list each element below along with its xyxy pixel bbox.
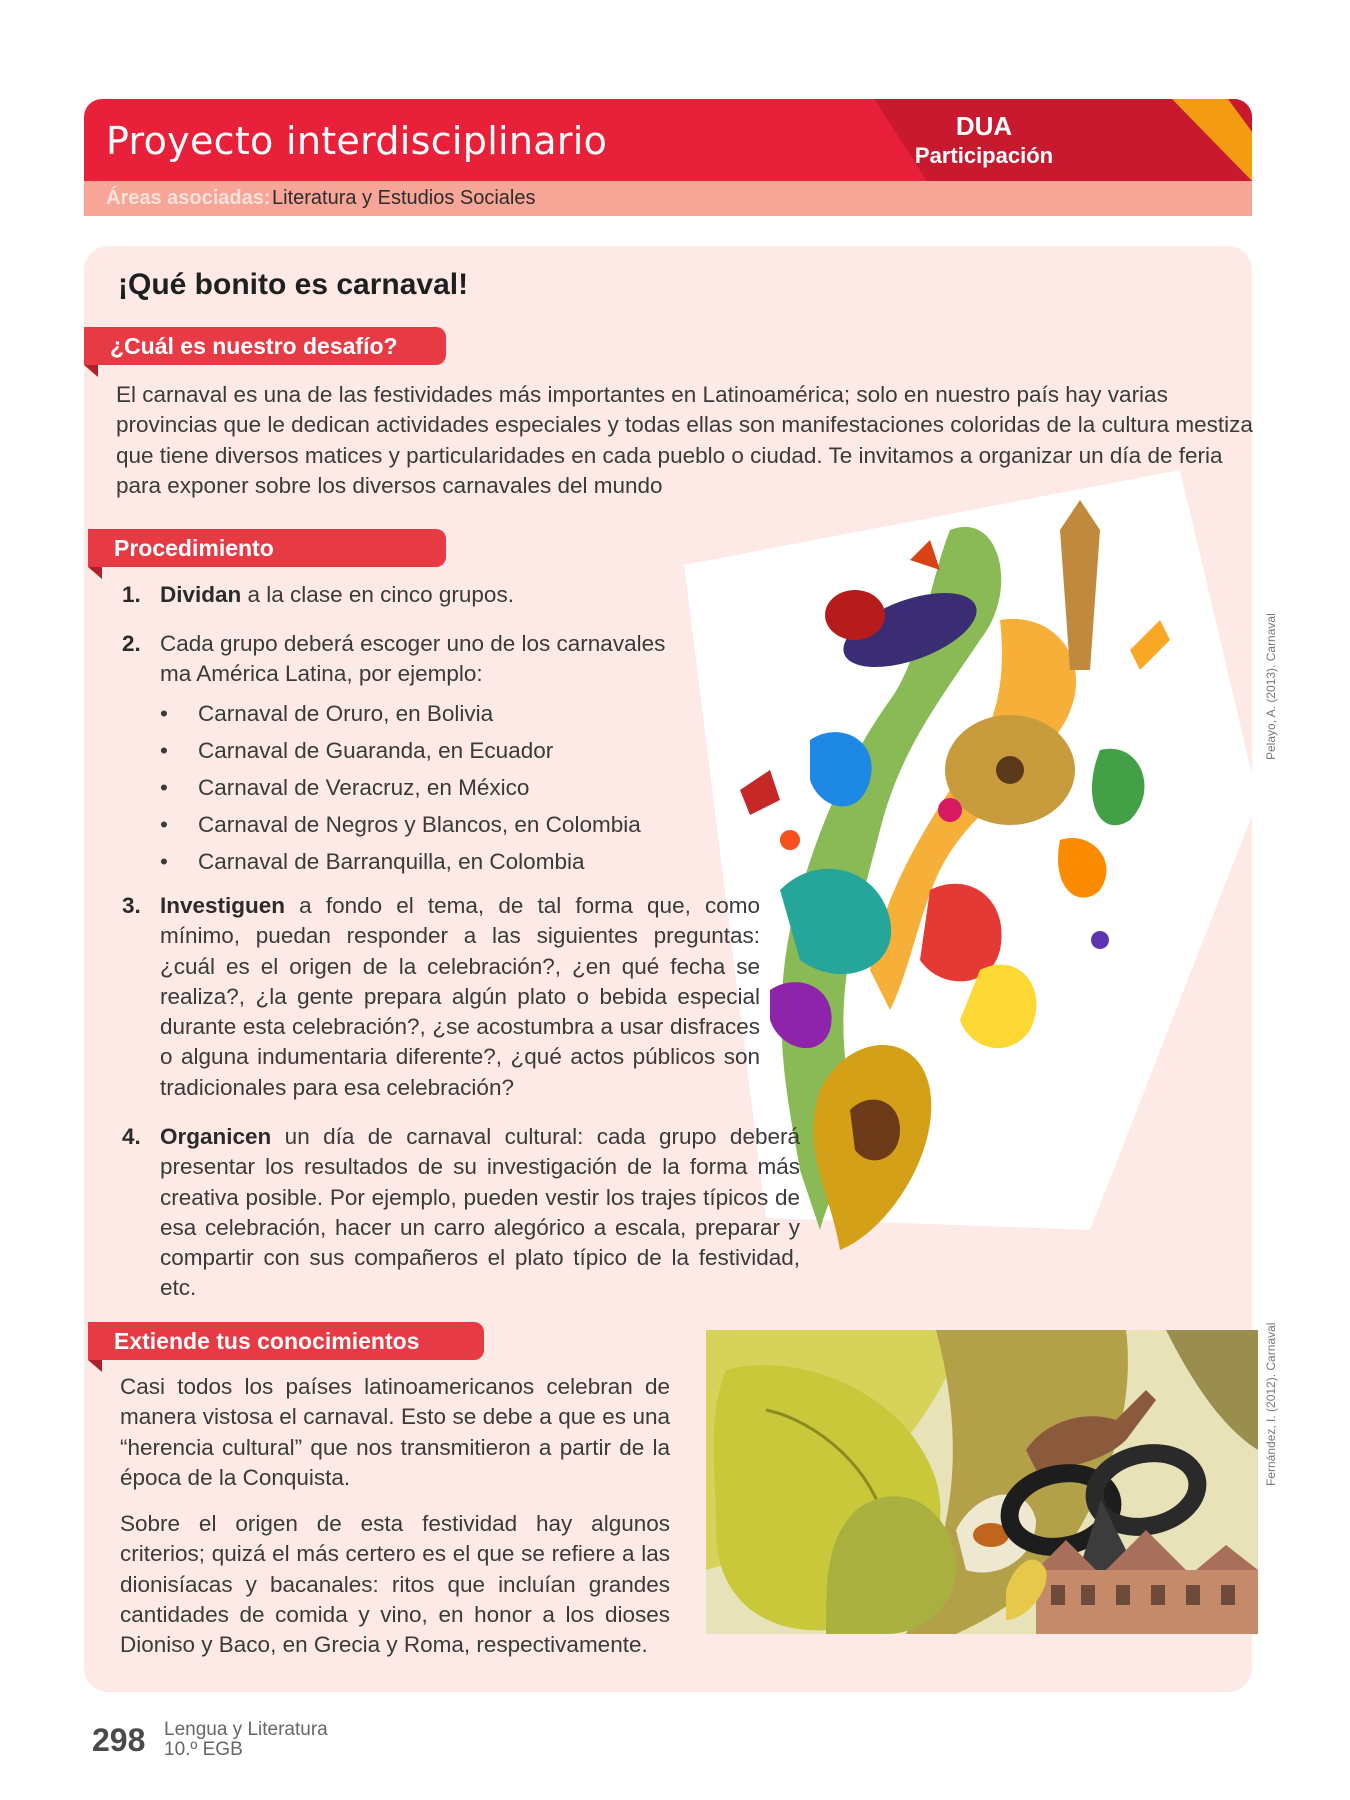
image-credit-2: Fernández, I. (2012). Carnaval	[1264, 1322, 1278, 1486]
header-banner	[84, 99, 1252, 181]
step-keyword: Dividan	[160, 582, 242, 607]
bullet-dot-icon: •	[160, 849, 168, 874]
dua-title: DUA	[955, 111, 1013, 141]
extend-paragraph-1: Casi todos los países latinoamericanos celebran de manera vistosa el carnaval. Esto se debe a que es una “herencia cultural” que nos transmitieron a partir de la época de la Conquista.	[120, 1374, 670, 1490]
extend-heading: Extiende tus conocimientos	[88, 1322, 484, 1360]
list-item: • Carnaval de Oruro, en Bolivia	[160, 695, 720, 732]
step-number: 3.	[122, 893, 141, 918]
step-number: 1.	[122, 582, 141, 607]
bullet-dot-icon: •	[160, 701, 168, 726]
step-keyword: Investiguen	[160, 893, 286, 918]
areas-label: Áreas asociadas:	[106, 187, 271, 209]
areas-bar	[84, 181, 1252, 216]
list-item: • Carnaval de Barranquilla, en Colombia	[160, 843, 720, 880]
challenge-text: El carnaval es una de las festividades más importantes en Latinoamérica; solo en nuestro país hay varias provincias que le dedican actividades especiales y todas ellas son manifestaciones coloridas de la cultura mestiza que tiene diversos matices y particularidades en cada pueblo o ciudad. Te invitamos a organizar un día de feria para exponer sobre los diversos carnavales del mundo	[116, 382, 1253, 498]
tab-notch	[88, 1360, 102, 1372]
carnival-mask-image	[706, 1330, 1258, 1634]
footer-book-info	[164, 1720, 328, 1760]
dua-subtitle: Participación	[914, 143, 1054, 168]
areas-value: Literatura y Estudios Sociales	[272, 187, 536, 209]
bullet-dot-icon: •	[160, 738, 168, 763]
step-number: 4.	[122, 1124, 141, 1149]
footer-book-title: Lengua y Literatura	[164, 1719, 328, 1740]
extend-paragraph-2: Sobre el origen de esta festividad hay algunos criterios; quizá el más certero es el que se refiere a las dionisíacas y bacanales: ritos que incluían grandes cantidades de comida y vino, en honor a los dioses Dioniso y Baco, en Grecia y Roma, respectivamente.	[120, 1511, 670, 1658]
list-item: • Carnaval de Negros y Blancos, en Colombia	[160, 806, 720, 843]
image-credit-1: Pelayo, A. (2013). Carnaval	[1264, 613, 1278, 760]
step-text: a la clase en cinco grupos.	[241, 582, 514, 607]
tab-notch	[88, 567, 102, 579]
step-text: a fondo el tema, de tal forma que, como mínimo, puedan responder a las siguientes preguntas: ¿cuál es el origen de la celebración?, ¿en qué fecha se realiza?, ¿la gente prepara algún plato o bebida especial durante esta celebración?, ¿se acostumbra a usar disfraces o alguna indumentaria diferente?, ¿qué actos públicos son tradicionales para esa celebración?	[160, 893, 760, 1100]
footer-grade: 10.º EGB	[164, 1739, 243, 1760]
carnival-list	[160, 695, 720, 880]
list-item: • Carnaval de Guaranda, en Ecuador	[160, 732, 720, 769]
procedure-heading: Procedimiento	[88, 529, 446, 567]
step-number: 2.	[122, 631, 141, 656]
section-title: ¡Qué bonito es carnaval!	[118, 268, 469, 301]
list-item: • Carnaval de Veracruz, en México	[160, 769, 720, 806]
bullet-dot-icon: •	[160, 812, 168, 837]
tab-notch	[84, 365, 98, 377]
step-keyword: Organicen	[160, 1124, 272, 1149]
page-header-title: Proyecto interdisciplinario	[106, 119, 608, 163]
bullet-dot-icon: •	[160, 775, 168, 800]
step-text: un día de carnaval cultural: cada grupo deberá presentar los resultados de su investigación de la forma más creativa posible. Por ejemplo, pueden vestir los trajes típicos de esa celebración, hacer un carro alegórico a escala, preparar y compartir con sus compañeros el plato típico de la festividad, etc.	[160, 1124, 800, 1301]
page-number: 298	[92, 1722, 146, 1758]
challenge-heading: ¿Cuál es nuestro desafío?	[84, 327, 446, 365]
step-text: Cada grupo deberá escoger uno de los carnavales ma América Latina, por ejemplo:	[160, 631, 666, 687]
